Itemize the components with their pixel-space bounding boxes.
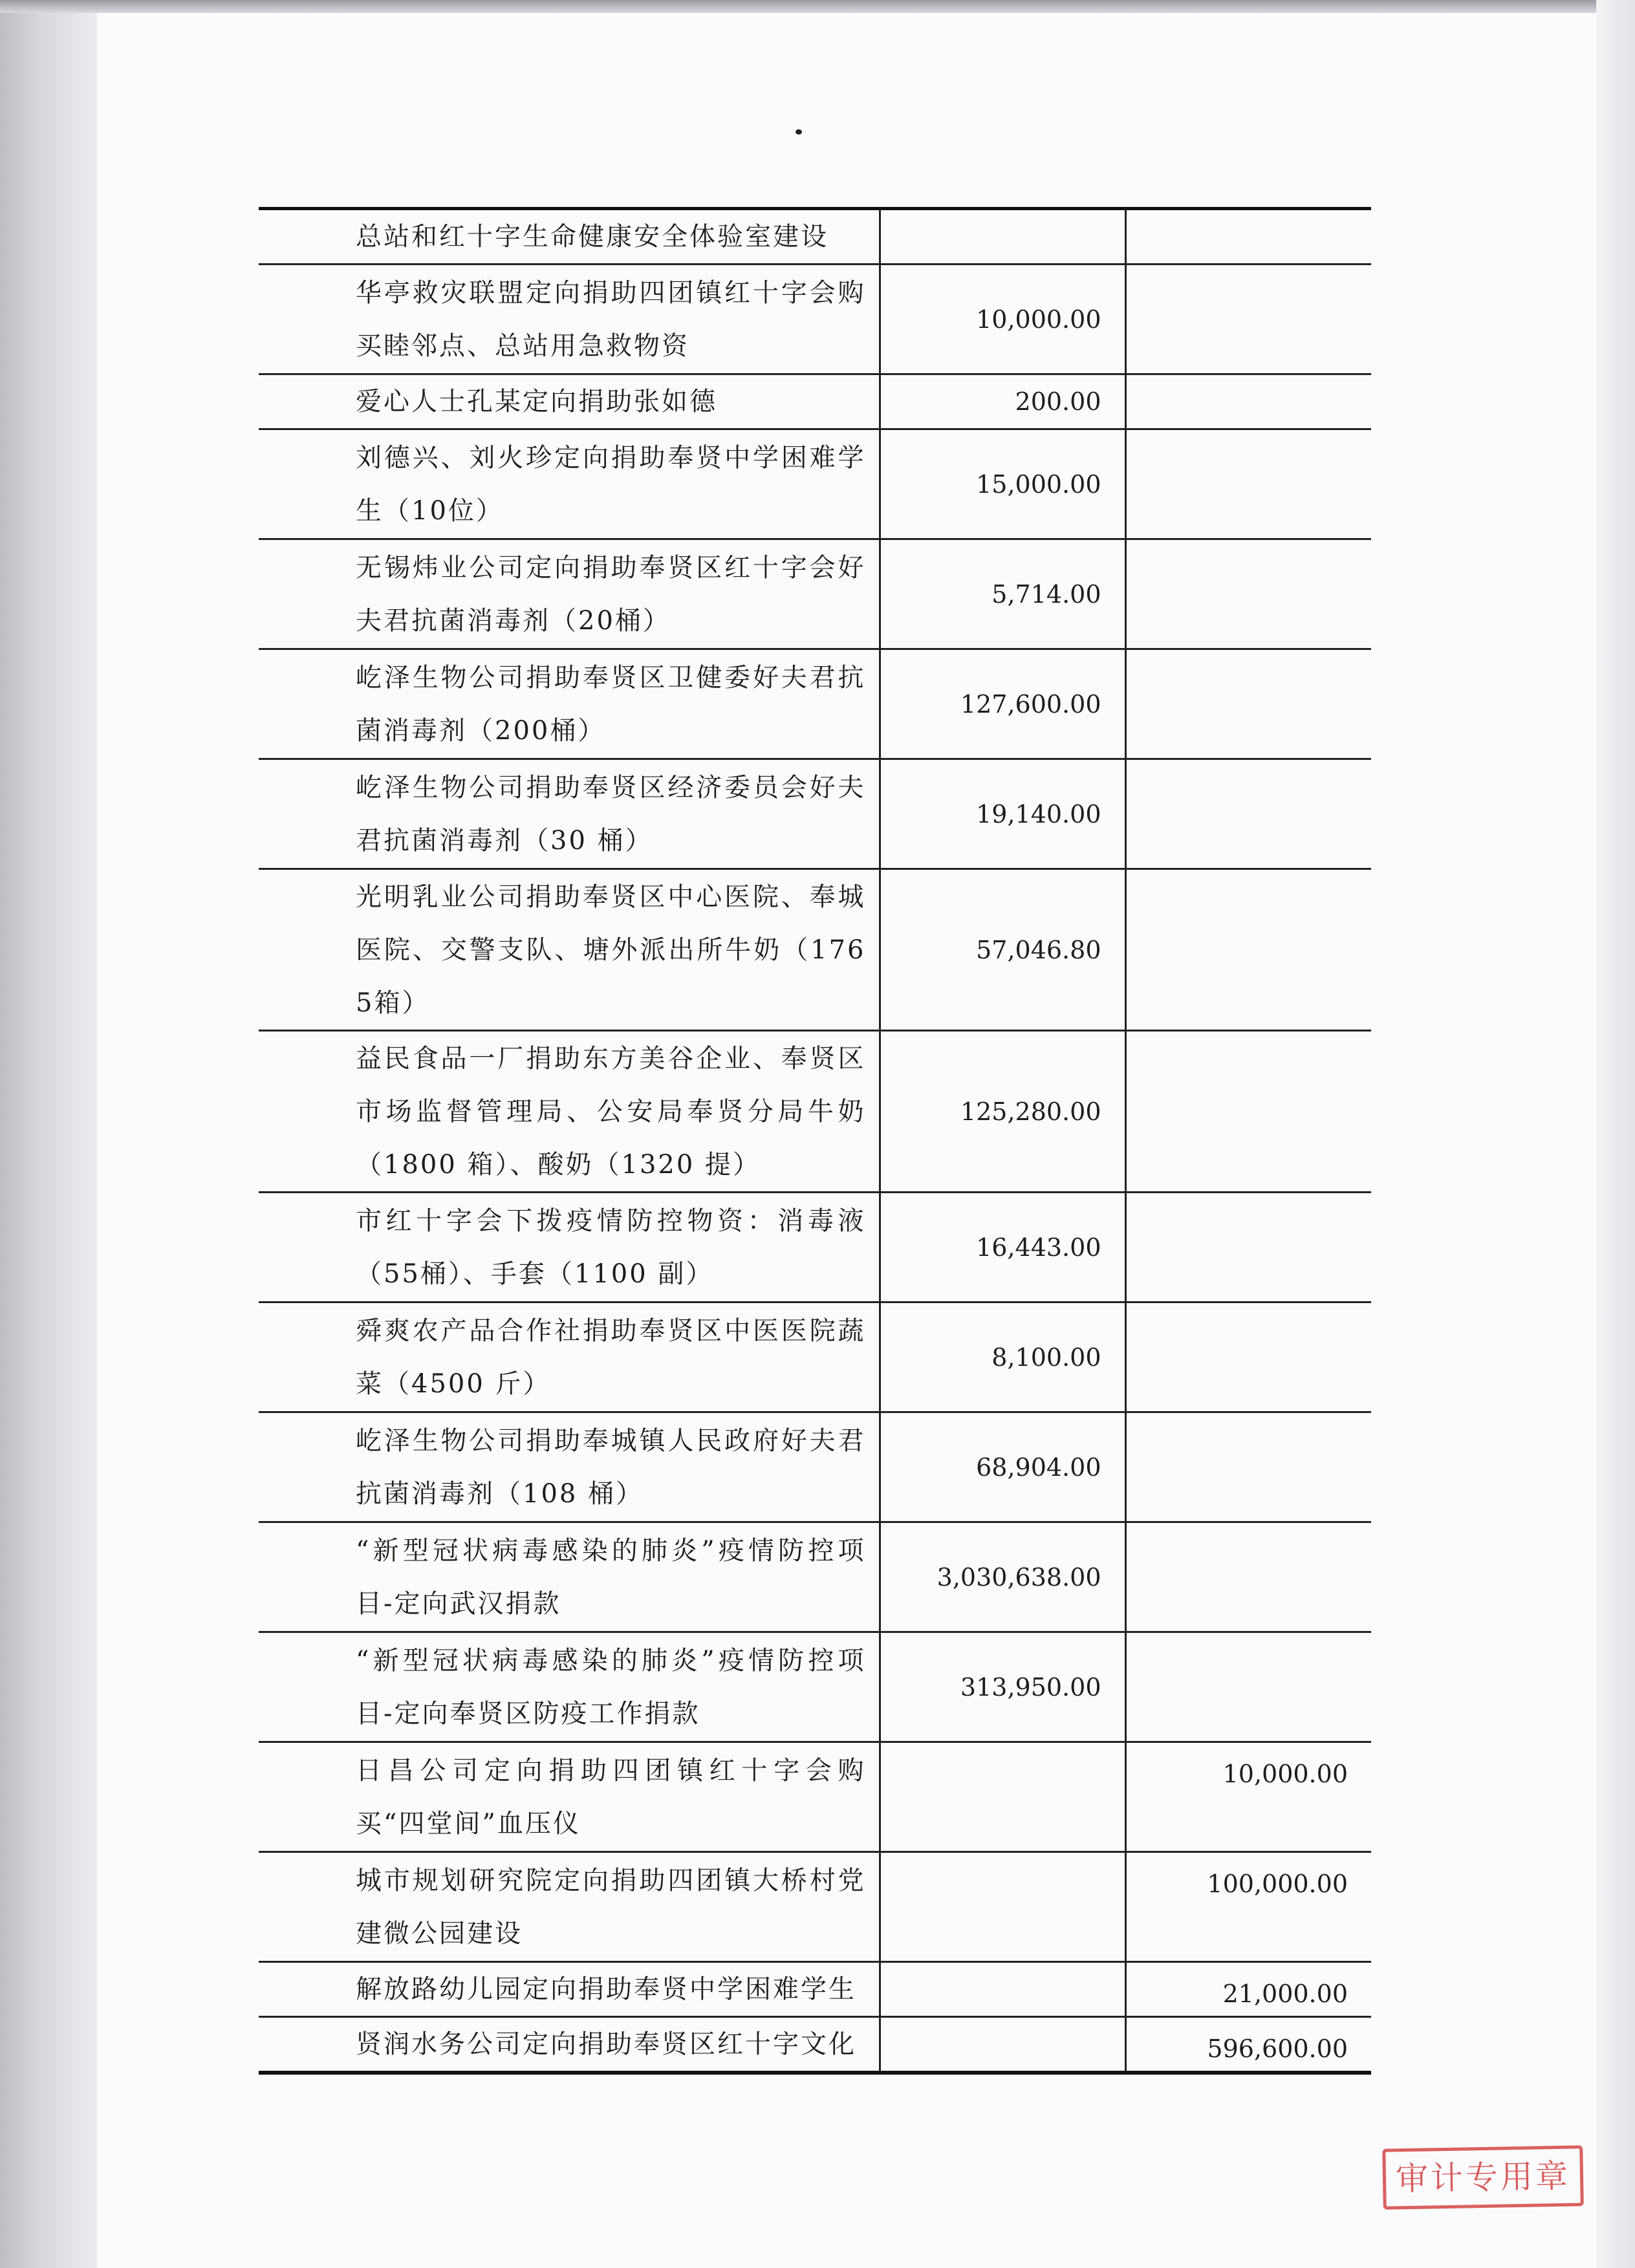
row-description: 爱心人士孔某定向捐助张如德 (259, 374, 880, 429)
table-row (259, 1742, 1371, 1852)
row-description: 城市规划研究院定向捐助四团镇大桥村党建微公园建设 (259, 1852, 880, 1962)
row-amount-a: 15,000.00 (880, 429, 1125, 539)
row-amount-a: 3,030,638.00 (880, 1522, 1125, 1632)
row-description: 市红十字会下拨疫情防控物资：消毒液（55桶）、手套（1100 副） (259, 1193, 880, 1302)
row-amount-b (1125, 1031, 1371, 1193)
row-amount-b: 21,000.00 (1125, 1962, 1371, 2017)
row-description: “新型冠状病毒感染的肺炎”疫情防控项目-定向武汉捐款 (259, 1522, 880, 1632)
row-amount-b (1125, 869, 1371, 1031)
row-amount-a: 57,046.80 (880, 869, 1125, 1031)
row-amount-a: 19,140.00 (880, 759, 1125, 869)
table-row (259, 869, 1371, 1031)
row-amount-a (880, 209, 1125, 265)
table-row (259, 265, 1371, 374)
table-row (259, 1302, 1371, 1412)
donation-table (259, 207, 1371, 2075)
table-row (259, 539, 1371, 649)
row-amount-b (1125, 374, 1371, 429)
row-description: 屹泽生物公司捐助奉贤区经济委员会好夫君抗菌消毒剂（30 桶） (259, 759, 880, 869)
row-description: 益民食品一厂捐助东方美谷企业、奉贤区市场监督管理局、公安局奉贤分局牛奶（1800 箱）、酸奶（1320 提） (259, 1031, 880, 1193)
row-amount-b (1125, 1632, 1371, 1742)
row-amount-a: 10,000.00 (880, 265, 1125, 374)
table-row (259, 1031, 1371, 1193)
row-amount-a: 68,904.00 (880, 1412, 1125, 1522)
row-description: 总站和红十字生命健康安全体验室建设 (259, 209, 880, 265)
row-amount-b (1125, 1522, 1371, 1632)
table-row (259, 1412, 1371, 1522)
row-amount-b (1125, 429, 1371, 539)
table-row (259, 429, 1371, 539)
row-amount-b (1125, 209, 1371, 265)
row-amount-b (1125, 539, 1371, 649)
row-amount-b (1125, 1193, 1371, 1302)
row-description: 贤润水务公司定向捐助奉贤区红十字文化 (259, 2017, 880, 2073)
row-amount-a (880, 1962, 1125, 2017)
row-description: 华亭救灾联盟定向捐助四团镇红十字会购买睦邻点、总站用急救物资 (259, 265, 880, 374)
ink-speck (796, 129, 802, 135)
row-amount-b (1125, 649, 1371, 759)
audit-stamp: 审计专用章 (1382, 2145, 1584, 2209)
row-description: 无锡炜业公司定向捐助奉贤区红十字会好夫君抗菌消毒剂（20桶） (259, 539, 880, 649)
row-amount-a: 313,950.00 (880, 1632, 1125, 1742)
row-amount-a: 125,280.00 (880, 1031, 1125, 1193)
row-amount-b (1125, 1412, 1371, 1522)
table-row (259, 374, 1371, 429)
scan-top-band (0, 0, 1635, 13)
row-amount-a: 200.00 (880, 374, 1125, 429)
row-amount-b (1125, 759, 1371, 869)
table-row (259, 1852, 1371, 1962)
row-amount-a: 16,443.00 (880, 1193, 1125, 1302)
scan-left-shadow (0, 0, 97, 2268)
row-amount-a (880, 1742, 1125, 1852)
table-row (259, 1632, 1371, 1742)
table-row (259, 759, 1371, 869)
table-row (259, 1193, 1371, 1302)
row-description: 刘德兴、刘火珍定向捐助奉贤中学困难学生（10位） (259, 429, 880, 539)
table-row (259, 649, 1371, 759)
row-description: 屹泽生物公司捐助奉城镇人民政府好夫君抗菌消毒剂（108 桶） (259, 1412, 880, 1522)
table-row (259, 209, 1371, 265)
row-amount-a (880, 1852, 1125, 1962)
scan-right-shadow (1596, 0, 1635, 2268)
table-row (259, 1962, 1371, 2017)
row-amount-b: 100,000.00 (1125, 1852, 1371, 1962)
row-amount-a: 8,100.00 (880, 1302, 1125, 1412)
row-description: 解放路幼儿园定向捐助奉贤中学困难学生 (259, 1962, 880, 2017)
row-amount-a: 127,600.00 (880, 649, 1125, 759)
row-description: 舜爽农产品合作社捐助奉贤区中医医院蔬菜（4500 斤） (259, 1302, 880, 1412)
table-row (259, 2017, 1371, 2073)
row-description: 日昌公司定向捐助四团镇红十字会购买“四堂间”血压仪 (259, 1742, 880, 1852)
row-description: 光明乳业公司捐助奉贤区中心医院、奉城医院、交警支队、塘外派出所牛奶（1765箱） (259, 869, 880, 1031)
row-amount-a: 5,714.00 (880, 539, 1125, 649)
row-amount-b (1125, 265, 1371, 374)
table-row (259, 1522, 1371, 1632)
row-amount-b (1125, 1302, 1371, 1412)
row-description: “新型冠状病毒感染的肺炎”疫情防控项目-定向奉贤区防疫工作捐款 (259, 1632, 880, 1742)
row-description: 屹泽生物公司捐助奉贤区卫健委好夫君抗菌消毒剂（200桶） (259, 649, 880, 759)
row-amount-a (880, 2017, 1125, 2073)
donation-table-body (259, 209, 1371, 2073)
row-amount-b: 10,000.00 (1125, 1742, 1371, 1852)
row-amount-b: 596,600.00 (1125, 2017, 1371, 2073)
